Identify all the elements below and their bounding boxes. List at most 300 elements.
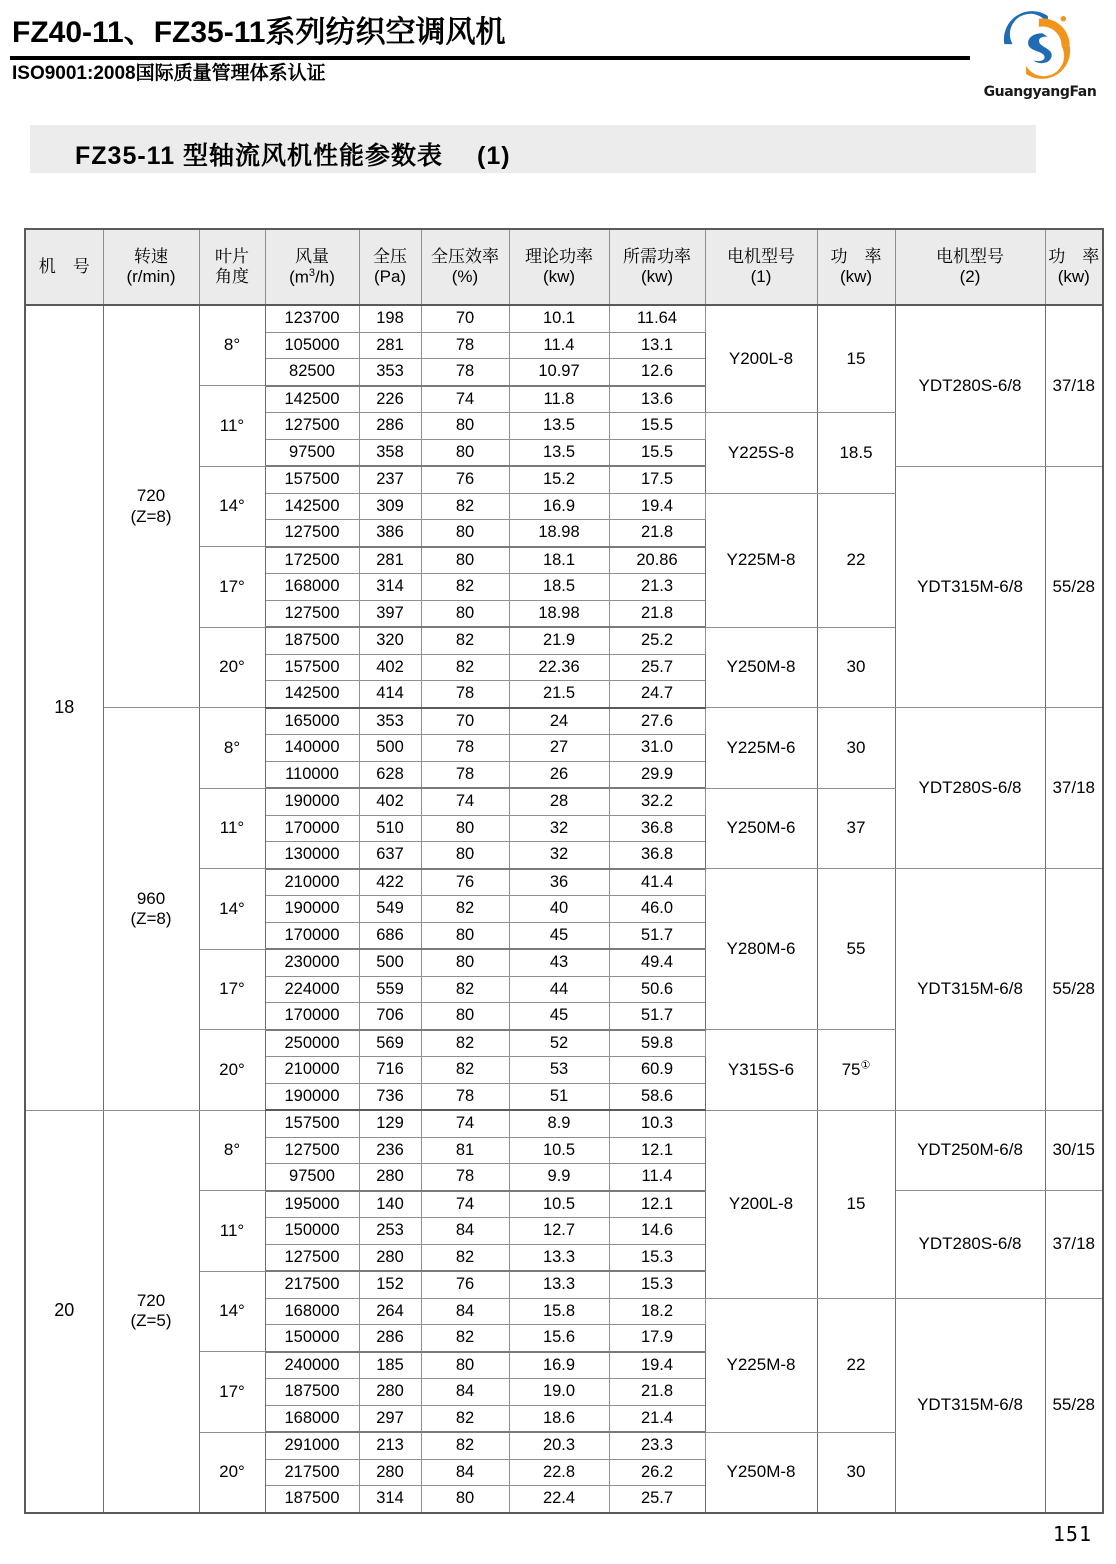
efficiency-value: 76: [421, 466, 509, 493]
air-flow-value: 157500: [265, 654, 359, 681]
required-power-value: 21.8: [609, 520, 705, 547]
blade-angle: 14°: [199, 869, 265, 950]
motor-power-2: 55/28: [1045, 1298, 1103, 1513]
total-pressure-value: 281: [359, 547, 421, 574]
air-flow-value: 142500: [265, 681, 359, 708]
motor-model-1: Y225M-6: [705, 708, 817, 789]
page-header: [0, 0, 1116, 118]
efficiency-value: 80: [421, 1486, 509, 1513]
column-header-5: [421, 229, 509, 305]
required-power-value: 25.7: [609, 654, 705, 681]
air-flow-value: 127500: [265, 1244, 359, 1271]
column-header-6: [509, 229, 609, 305]
efficiency-value: 82: [421, 493, 509, 520]
blade-angle: 8°: [199, 1110, 265, 1191]
theoretical-power-value: 19.0: [509, 1379, 609, 1406]
required-power-value: 25.7: [609, 1486, 705, 1513]
total-pressure-value: 402: [359, 788, 421, 815]
required-power-value: 15.5: [609, 439, 705, 466]
blade-angle: 8°: [199, 708, 265, 789]
motor-model-1: Y250M-8: [705, 1432, 817, 1513]
efficiency-value: 80: [421, 600, 509, 627]
efficiency-value: 82: [421, 1405, 509, 1432]
required-power-value: 20.86: [609, 547, 705, 574]
column-header-line1: 转速: [134, 246, 168, 266]
required-power-value: 36.8: [609, 842, 705, 869]
table-row: [25, 305, 1103, 332]
theoretical-power-value: 28: [509, 788, 609, 815]
theoretical-power-value: 10.5: [509, 1137, 609, 1164]
required-power-value: 31.0: [609, 735, 705, 762]
required-power-value: 19.4: [609, 1352, 705, 1379]
column-header-line2: (kw): [640, 267, 674, 286]
required-power-value: 26.2: [609, 1459, 705, 1486]
required-power-value: 11.4: [609, 1164, 705, 1191]
air-flow-value: 157500: [265, 1110, 359, 1137]
required-power-value: 13.1: [609, 332, 705, 359]
air-flow-value: 142500: [265, 386, 359, 413]
required-power-value: 12.6: [609, 359, 705, 386]
motor-power-1: 15: [817, 305, 895, 413]
motor-power-2: 30/15: [1045, 1110, 1103, 1191]
theoretical-power-value: 18.6: [509, 1405, 609, 1432]
total-pressure-value: 320: [359, 627, 421, 654]
efficiency-value: 74: [421, 1110, 509, 1137]
motor-model-1: Y200L-8: [705, 305, 817, 413]
efficiency-value: 78: [421, 332, 509, 359]
efficiency-value: 80: [421, 949, 509, 976]
theoretical-power-value: 26: [509, 761, 609, 788]
required-power-value: 24.7: [609, 681, 705, 708]
efficiency-value: 82: [421, 1325, 509, 1352]
header-divider: [10, 56, 970, 60]
column-header-0: [25, 229, 103, 305]
total-pressure-value: 397: [359, 600, 421, 627]
theoretical-power-value: 45: [509, 922, 609, 949]
rotation-speed: 960 (Z=8): [103, 708, 199, 1111]
column-header-line2: $(m^3/h)$: [289, 266, 335, 287]
table-header-row: [25, 229, 1103, 305]
machine-number: 20: [25, 1110, 103, 1513]
total-pressure-value: 736: [359, 1083, 421, 1110]
total-pressure-value: 569: [359, 1030, 421, 1057]
total-pressure-value: 226: [359, 386, 421, 413]
total-pressure-value: 510: [359, 815, 421, 842]
column-header-8: [705, 229, 817, 305]
column-header-1: [103, 229, 199, 305]
total-pressure-value: 414: [359, 681, 421, 708]
theoretical-power-value: 27: [509, 735, 609, 762]
total-pressure-value: 500: [359, 949, 421, 976]
required-power-value: 25.2: [609, 627, 705, 654]
air-flow-value: 165000: [265, 708, 359, 735]
column-header-line1: 功 率: [1048, 246, 1100, 266]
air-flow-value: 82500: [265, 359, 359, 386]
total-pressure-value: 500: [359, 735, 421, 762]
air-flow-value: 195000: [265, 1191, 359, 1218]
blade-angle: 14°: [199, 466, 265, 547]
column-header-2: [199, 229, 265, 305]
theoretical-power-value: 22.36: [509, 654, 609, 681]
theoretical-power-value: 18.98: [509, 600, 609, 627]
required-power-value: 12.1: [609, 1191, 705, 1218]
total-pressure-value: 402: [359, 654, 421, 681]
motor-model-2: YDT315M-6/8: [895, 869, 1045, 1111]
column-header-line1: 功 率: [830, 246, 882, 266]
air-flow-value: 230000: [265, 949, 359, 976]
efficiency-value: 81: [421, 1137, 509, 1164]
theoretical-power-value: 20.3: [509, 1432, 609, 1459]
table-body: [25, 305, 1103, 1513]
efficiency-value: 82: [421, 654, 509, 681]
air-flow-value: 127500: [265, 1137, 359, 1164]
iso-certification-text: ISO9001:2008国际质量管理体系认证: [12, 63, 326, 84]
efficiency-value: 78: [421, 1083, 509, 1110]
theoretical-power-value: 10.5: [509, 1191, 609, 1218]
efficiency-value: 84: [421, 1459, 509, 1486]
air-flow-value: 168000: [265, 574, 359, 601]
motor-power-1: 37: [817, 788, 895, 869]
theoretical-power-value: 15.2: [509, 466, 609, 493]
motor-power-2: 37/18: [1045, 1191, 1103, 1299]
total-pressure-value: 386: [359, 520, 421, 547]
required-power-value: 27.6: [609, 708, 705, 735]
required-power-value: 10.3: [609, 1110, 705, 1137]
air-flow-value: 187500: [265, 627, 359, 654]
blade-angle: 8°: [199, 305, 265, 386]
air-flow-value: 127500: [265, 520, 359, 547]
total-pressure-value: 280: [359, 1164, 421, 1191]
total-pressure-value: 286: [359, 413, 421, 440]
theoretical-power-value: 21.5: [509, 681, 609, 708]
total-pressure-value: 297: [359, 1405, 421, 1432]
total-pressure-value: 280: [359, 1379, 421, 1406]
efficiency-value: 82: [421, 896, 509, 923]
blade-angle: 14°: [199, 1271, 265, 1352]
blade-angle: 17°: [199, 1352, 265, 1433]
air-flow-value: 170000: [265, 1003, 359, 1030]
total-pressure-value: 185: [359, 1352, 421, 1379]
efficiency-value: 78: [421, 681, 509, 708]
efficiency-value: 84: [421, 1298, 509, 1325]
air-flow-value: 157500: [265, 466, 359, 493]
column-header-line2: (1): [750, 267, 772, 286]
column-header-line1: 叶片: [215, 246, 249, 266]
motor-power-2: 37/18: [1045, 708, 1103, 869]
total-pressure-value: 716: [359, 1057, 421, 1084]
section-title: FZ35-11 型轴流风机性能参数表 (1): [75, 142, 511, 170]
theoretical-power-value: 22.8: [509, 1459, 609, 1486]
total-pressure-value: 559: [359, 976, 421, 1003]
air-flow-value: 190000: [265, 896, 359, 923]
efficiency-value: 80: [421, 520, 509, 547]
air-flow-value: 250000: [265, 1030, 359, 1057]
motor-model-2: YDT315M-6/8: [895, 466, 1045, 708]
air-flow-value: 170000: [265, 815, 359, 842]
required-power-value: 13.6: [609, 386, 705, 413]
efficiency-value: 82: [421, 1030, 509, 1057]
theoretical-power-value: 24: [509, 708, 609, 735]
column-header-3: [265, 229, 359, 305]
total-pressure-value: 686: [359, 922, 421, 949]
air-flow-value: 97500: [265, 1164, 359, 1191]
air-flow-value: 140000: [265, 735, 359, 762]
required-power-value: 15.3: [609, 1244, 705, 1271]
theoretical-power-value: 13.3: [509, 1271, 609, 1298]
air-flow-value: 187500: [265, 1486, 359, 1513]
air-flow-value: 110000: [265, 761, 359, 788]
required-power-value: 21.3: [609, 574, 705, 601]
motor-power-2: 37/18: [1045, 305, 1103, 466]
air-flow-value: 210000: [265, 1057, 359, 1084]
theoretical-power-value: 21.9: [509, 627, 609, 654]
theoretical-power-value: 8.9: [509, 1110, 609, 1137]
total-pressure-value: 706: [359, 1003, 421, 1030]
required-power-value: 41.4: [609, 869, 705, 896]
total-pressure-value: 280: [359, 1459, 421, 1486]
total-pressure-value: 353: [359, 708, 421, 735]
air-flow-value: 172500: [265, 547, 359, 574]
total-pressure-value: 353: [359, 359, 421, 386]
total-pressure-value: 198: [359, 305, 421, 332]
motor-power-1: 18.5: [817, 413, 895, 494]
theoretical-power-value: 13.3: [509, 1244, 609, 1271]
logo-wordmark: GuangyangFan: [983, 84, 1097, 100]
rotation-speed: 720 (Z=8): [103, 305, 199, 708]
efficiency-value: 80: [421, 547, 509, 574]
efficiency-value: 80: [421, 439, 509, 466]
efficiency-value: 82: [421, 627, 509, 654]
column-header-line2: (r/min): [126, 267, 176, 286]
theoretical-power-value: 10.1: [509, 305, 609, 332]
motor-power-1: 30: [817, 708, 895, 789]
air-flow-value: 150000: [265, 1325, 359, 1352]
required-power-value: 15.3: [609, 1271, 705, 1298]
total-pressure-value: 152: [359, 1271, 421, 1298]
theoretical-power-value: 44: [509, 976, 609, 1003]
required-power-value: 51.7: [609, 1003, 705, 1030]
theoretical-power-value: 12.7: [509, 1218, 609, 1245]
total-pressure-value: 314: [359, 574, 421, 601]
column-header-line2: (kw): [839, 267, 873, 286]
theoretical-power-value: 15.6: [509, 1325, 609, 1352]
company-logo: [975, 6, 1105, 111]
air-flow-value: 142500: [265, 493, 359, 520]
required-power-value: 46.0: [609, 896, 705, 923]
required-power-value: 11.64: [609, 305, 705, 332]
machine-number: 18: [25, 305, 103, 1110]
theoretical-power-value: 16.9: [509, 1352, 609, 1379]
blade-angle: 11°: [199, 788, 265, 869]
air-flow-value: 190000: [265, 1083, 359, 1110]
theoretical-power-value: 18.1: [509, 547, 609, 574]
theoretical-power-value: 45: [509, 1003, 609, 1030]
required-power-value: 12.1: [609, 1137, 705, 1164]
air-flow-value: 127500: [265, 600, 359, 627]
motor-model-2: YDT280S-6/8: [895, 708, 1045, 869]
motor-power-1: 30: [817, 1432, 895, 1513]
column-header-line1: 全压: [373, 246, 407, 266]
required-power-value: 18.2: [609, 1298, 705, 1325]
theoretical-power-value: 16.9: [509, 493, 609, 520]
motor-power-1: 22: [817, 1298, 895, 1432]
efficiency-value: 82: [421, 976, 509, 1003]
efficiency-value: 78: [421, 761, 509, 788]
theoretical-power-value: 52: [509, 1030, 609, 1057]
efficiency-value: 74: [421, 788, 509, 815]
efficiency-value: 82: [421, 1432, 509, 1459]
motor-model-1: Y315S-6: [705, 1030, 817, 1111]
column-header-line1: 理论功率: [525, 246, 593, 266]
column-header-7: [609, 229, 705, 305]
motor-model-1: Y225S-8: [705, 413, 817, 494]
rotation-speed: 720 (Z=5): [103, 1110, 199, 1513]
efficiency-value: 82: [421, 1244, 509, 1271]
column-header-line1: 所需功率: [623, 246, 691, 266]
required-power-value: 50.6: [609, 976, 705, 1003]
table-row: [25, 1110, 1103, 1137]
motor-power-1: 75①: [817, 1030, 895, 1111]
column-header-line2: (2): [959, 267, 981, 286]
total-pressure-value: 309: [359, 493, 421, 520]
efficiency-value: 78: [421, 735, 509, 762]
total-pressure-value: 286: [359, 1325, 421, 1352]
motor-model-2: YDT280S-6/8: [895, 1191, 1045, 1299]
motor-power-1: 30: [817, 627, 895, 708]
total-pressure-value: 281: [359, 332, 421, 359]
blade-angle: 11°: [199, 386, 265, 467]
theoretical-power-value: 51: [509, 1083, 609, 1110]
motor-power-1: 55: [817, 869, 895, 1030]
air-flow-value: 210000: [265, 869, 359, 896]
air-flow-value: 123700: [265, 305, 359, 332]
air-flow-value: 168000: [265, 1405, 359, 1432]
theoretical-power-value: 40: [509, 896, 609, 923]
total-pressure-value: 637: [359, 842, 421, 869]
total-pressure-value: 264: [359, 1298, 421, 1325]
total-pressure-value: 280: [359, 1244, 421, 1271]
motor-model-2: YDT280S-6/8: [895, 305, 1045, 466]
theoretical-power-value: 15.8: [509, 1298, 609, 1325]
column-header-10: [895, 229, 1045, 305]
efficiency-value: 80: [421, 842, 509, 869]
motor-power-1: 22: [817, 493, 895, 627]
total-pressure-value: 236: [359, 1137, 421, 1164]
efficiency-value: 84: [421, 1218, 509, 1245]
efficiency-value: 80: [421, 1003, 509, 1030]
efficiency-value: 76: [421, 869, 509, 896]
efficiency-value: 84: [421, 1379, 509, 1406]
theoretical-power-value: 18.5: [509, 574, 609, 601]
air-flow-value: 187500: [265, 1379, 359, 1406]
efficiency-value: 74: [421, 386, 509, 413]
motor-model-2: YDT315M-6/8: [895, 1298, 1045, 1513]
theoretical-power-value: 9.9: [509, 1164, 609, 1191]
efficiency-value: 80: [421, 413, 509, 440]
required-power-value: 60.9: [609, 1057, 705, 1084]
motor-model-1: Y250M-6: [705, 788, 817, 869]
column-header-line1: 机 号: [38, 256, 90, 276]
page-number: 151: [1052, 1522, 1092, 1546]
theoretical-power-value: 43: [509, 949, 609, 976]
column-header-11: [1045, 229, 1103, 305]
required-power-value: 49.4: [609, 949, 705, 976]
motor-model-1: Y200L-8: [705, 1110, 817, 1298]
required-power-value: 59.8: [609, 1030, 705, 1057]
required-power-value: 17.9: [609, 1325, 705, 1352]
blade-angle: 17°: [199, 949, 265, 1030]
required-power-value: 32.2: [609, 788, 705, 815]
total-pressure-value: 237: [359, 466, 421, 493]
air-flow-value: 217500: [265, 1459, 359, 1486]
motor-power-2: 55/28: [1045, 869, 1103, 1111]
air-flow-value: 224000: [265, 976, 359, 1003]
motor-power-1: 15: [817, 1110, 895, 1298]
efficiency-value: 70: [421, 305, 509, 332]
air-flow-value: 130000: [265, 842, 359, 869]
theoretical-power-value: 53: [509, 1057, 609, 1084]
column-header-line1: 全压效率: [431, 246, 499, 266]
motor-model-1: Y225M-8: [705, 493, 817, 627]
blade-angle: 17°: [199, 547, 265, 628]
required-power-value: 21.8: [609, 1379, 705, 1406]
required-power-value: 51.7: [609, 922, 705, 949]
air-flow-value: 217500: [265, 1271, 359, 1298]
column-header-line2: (kw): [542, 267, 576, 286]
air-flow-value: 240000: [265, 1352, 359, 1379]
efficiency-value: 80: [421, 1352, 509, 1379]
air-flow-value: 150000: [265, 1218, 359, 1245]
blade-angle: 20°: [199, 627, 265, 708]
required-power-value: 17.5: [609, 466, 705, 493]
guangyangfan-swirl-icon: [991, 6, 1083, 84]
column-header-line1: 电机型号: [727, 246, 795, 266]
motor-power-2: 55/28: [1045, 466, 1103, 708]
column-header-line2: (kw): [1057, 267, 1090, 286]
efficiency-value: 78: [421, 359, 509, 386]
required-power-value: 15.5: [609, 413, 705, 440]
fan-performance-table: [24, 228, 1104, 1514]
theoretical-power-value: 32: [509, 815, 609, 842]
efficiency-value: 80: [421, 922, 509, 949]
total-pressure-value: 129: [359, 1110, 421, 1137]
efficiency-value: 78: [421, 1164, 509, 1191]
motor-model-2: YDT250M-6/8: [895, 1110, 1045, 1191]
motor-model-1: Y280M-6: [705, 869, 817, 1030]
air-flow-value: 97500: [265, 439, 359, 466]
efficiency-value: 74: [421, 1191, 509, 1218]
air-flow-value: 127500: [265, 413, 359, 440]
table-row: [25, 708, 1103, 735]
document-title: FZ40-11、FZ35-11系列纺织空调风机: [12, 16, 506, 49]
blade-angle: 20°: [199, 1030, 265, 1111]
total-pressure-value: 140: [359, 1191, 421, 1218]
required-power-value: 21.4: [609, 1405, 705, 1432]
air-flow-value: 105000: [265, 332, 359, 359]
required-power-value: 58.6: [609, 1083, 705, 1110]
efficiency-value: 70: [421, 708, 509, 735]
theoretical-power-value: 32: [509, 842, 609, 869]
total-pressure-value: 422: [359, 869, 421, 896]
efficiency-value: 80: [421, 815, 509, 842]
required-power-value: 21.8: [609, 600, 705, 627]
total-pressure-value: 628: [359, 761, 421, 788]
total-pressure-value: 358: [359, 439, 421, 466]
air-flow-value: 168000: [265, 1298, 359, 1325]
column-header-line1: 风量: [295, 246, 329, 266]
required-power-value: 19.4: [609, 493, 705, 520]
blade-angle: 20°: [199, 1432, 265, 1513]
